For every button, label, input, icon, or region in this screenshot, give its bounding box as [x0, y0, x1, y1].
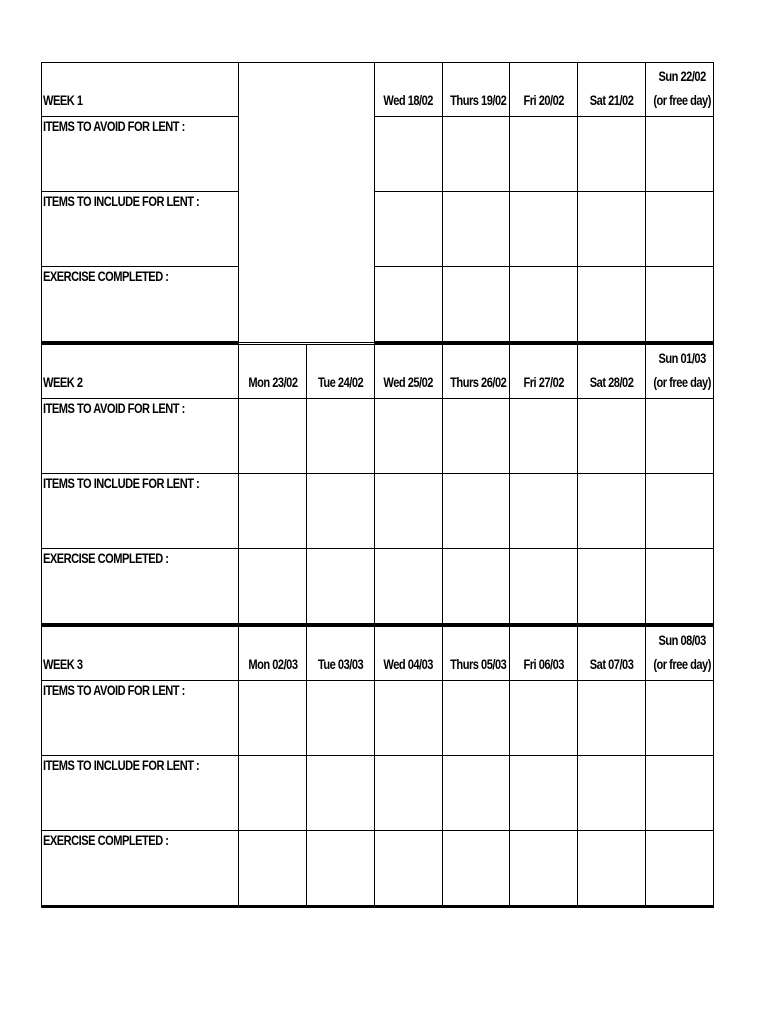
entry-cell[interactable] [239, 681, 307, 756]
entry-cell[interactable] [578, 399, 646, 474]
avoid-label: ITEMS TO AVOID FOR LENT : [42, 117, 239, 192]
week-1-day-wed: Wed 18/02 [375, 63, 443, 117]
entry-cell[interactable] [646, 756, 714, 831]
entry-cell[interactable] [578, 474, 646, 549]
week-1-header-row [42, 63, 714, 117]
entry-cell[interactable] [307, 756, 375, 831]
entry-cell[interactable] [510, 681, 578, 756]
week-1-table [41, 62, 714, 344]
entry-cell[interactable] [578, 192, 646, 267]
week-2-day-thu: Thurs 26/02 [443, 345, 510, 399]
week-2-day-mon: Mon 23/02 [239, 345, 307, 399]
week-3-day-fri: Fri 06/03 [510, 627, 578, 681]
entry-cell[interactable] [578, 831, 646, 907]
week-2-day-fri: Fri 27/02 [510, 345, 578, 399]
entry-cell[interactable] [307, 681, 375, 756]
entry-cell[interactable] [510, 756, 578, 831]
week-3-avoid-row [42, 681, 714, 756]
entry-cell[interactable] [646, 831, 714, 907]
week-1-blank-mon-tue [239, 63, 375, 343]
week-title: WEEK 2 [43, 375, 83, 390]
entry-cell[interactable] [375, 474, 443, 549]
entry-cell[interactable] [646, 474, 714, 549]
avoid-label: ITEMS TO AVOID FOR LENT : [42, 681, 239, 756]
entry-cell[interactable] [443, 831, 510, 907]
entry-cell[interactable] [646, 549, 714, 625]
week-3-day-sun: Sun 08/03 (or free day) [646, 627, 714, 681]
entry-cell[interactable] [510, 474, 578, 549]
exercise-label: EXERCISE COMPLETED : [42, 831, 239, 907]
entry-cell[interactable] [239, 831, 307, 907]
entry-cell[interactable] [510, 117, 578, 192]
week-2-day-sat: Sat 28/02 [578, 345, 646, 399]
entry-cell[interactable] [646, 267, 714, 343]
week-2-day-sun: Sun 01/03 (or free day) [646, 345, 714, 399]
include-label: ITEMS TO INCLUDE FOR LENT : [42, 192, 239, 267]
entry-cell[interactable] [578, 267, 646, 343]
entry-cell[interactable] [375, 831, 443, 907]
entry-cell[interactable] [307, 474, 375, 549]
entry-cell[interactable] [239, 756, 307, 831]
entry-cell[interactable] [443, 192, 510, 267]
entry-cell[interactable] [375, 399, 443, 474]
week-1-day-sat: Sat 21/02 [578, 63, 646, 117]
entry-cell[interactable] [510, 399, 578, 474]
week-2-exercise-row [42, 549, 714, 625]
entry-cell[interactable] [443, 117, 510, 192]
entry-cell[interactable] [578, 117, 646, 192]
avoid-label: ITEMS TO AVOID FOR LENT : [42, 399, 239, 474]
entry-cell[interactable] [307, 549, 375, 625]
week-3-day-wed: Wed 04/03 [375, 627, 443, 681]
entry-cell[interactable] [510, 831, 578, 907]
exercise-label: EXERCISE COMPLETED : [42, 267, 239, 343]
week-3-day-thu: Thurs 05/03 [443, 627, 510, 681]
week-2-include-row [42, 474, 714, 549]
entry-cell[interactable] [307, 399, 375, 474]
week-1-exercise-row [42, 267, 714, 343]
lent-planner-sheet [41, 62, 713, 908]
entry-cell[interactable] [443, 549, 510, 625]
exercise-label: EXERCISE COMPLETED : [42, 549, 239, 625]
week-3-header-row [42, 627, 714, 681]
week-1-day-fri: Fri 20/02 [510, 63, 578, 117]
entry-cell[interactable] [510, 549, 578, 625]
entry-cell[interactable] [443, 681, 510, 756]
week-2-day-tue: Tue 24/02 [307, 345, 375, 399]
entry-cell[interactable] [375, 756, 443, 831]
week-2-table [41, 344, 714, 626]
entry-cell[interactable] [375, 267, 443, 343]
week-3-include-row [42, 756, 714, 831]
include-label: ITEMS TO INCLUDE FOR LENT : [42, 756, 239, 831]
week-2-header-row [42, 345, 714, 399]
entry-cell[interactable] [239, 399, 307, 474]
entry-cell[interactable] [239, 549, 307, 625]
entry-cell[interactable] [375, 192, 443, 267]
entry-cell[interactable] [646, 681, 714, 756]
week-1-title-cell [42, 63, 239, 117]
week-1-avoid-row [42, 117, 714, 192]
entry-cell[interactable] [646, 117, 714, 192]
entry-cell[interactable] [443, 399, 510, 474]
entry-cell[interactable] [443, 756, 510, 831]
week-2-day-wed: Wed 25/02 [375, 345, 443, 399]
week-1-day-sun: Sun 22/02 (or free day) [646, 63, 714, 117]
week-title: WEEK 1 [43, 93, 83, 108]
entry-cell[interactable] [578, 756, 646, 831]
week-3-exercise-row [42, 831, 714, 907]
entry-cell[interactable] [375, 117, 443, 192]
entry-cell[interactable] [578, 549, 646, 625]
week-3-day-mon: Mon 02/03 [239, 627, 307, 681]
week-3-day-tue: Tue 03/03 [307, 627, 375, 681]
entry-cell[interactable] [443, 267, 510, 343]
week-3-title-cell [42, 627, 239, 681]
entry-cell[interactable] [239, 474, 307, 549]
week-3-day-sat: Sat 07/03 [578, 627, 646, 681]
week-2-avoid-row [42, 399, 714, 474]
entry-cell[interactable] [510, 267, 578, 343]
entry-cell[interactable] [510, 192, 578, 267]
entry-cell[interactable] [307, 831, 375, 907]
entry-cell[interactable] [646, 192, 714, 267]
week-1-include-row [42, 192, 714, 267]
entry-cell[interactable] [375, 681, 443, 756]
entry-cell[interactable] [646, 399, 714, 474]
week-3-table [41, 626, 714, 908]
entry-cell[interactable] [578, 681, 646, 756]
entry-cell[interactable] [375, 549, 443, 625]
week-1-day-thu: Thurs 19/02 [443, 63, 510, 117]
week-2-title-cell [42, 345, 239, 399]
include-label: ITEMS TO INCLUDE FOR LENT : [42, 474, 239, 549]
week-title: WEEK 3 [43, 657, 83, 672]
entry-cell[interactable] [443, 474, 510, 549]
